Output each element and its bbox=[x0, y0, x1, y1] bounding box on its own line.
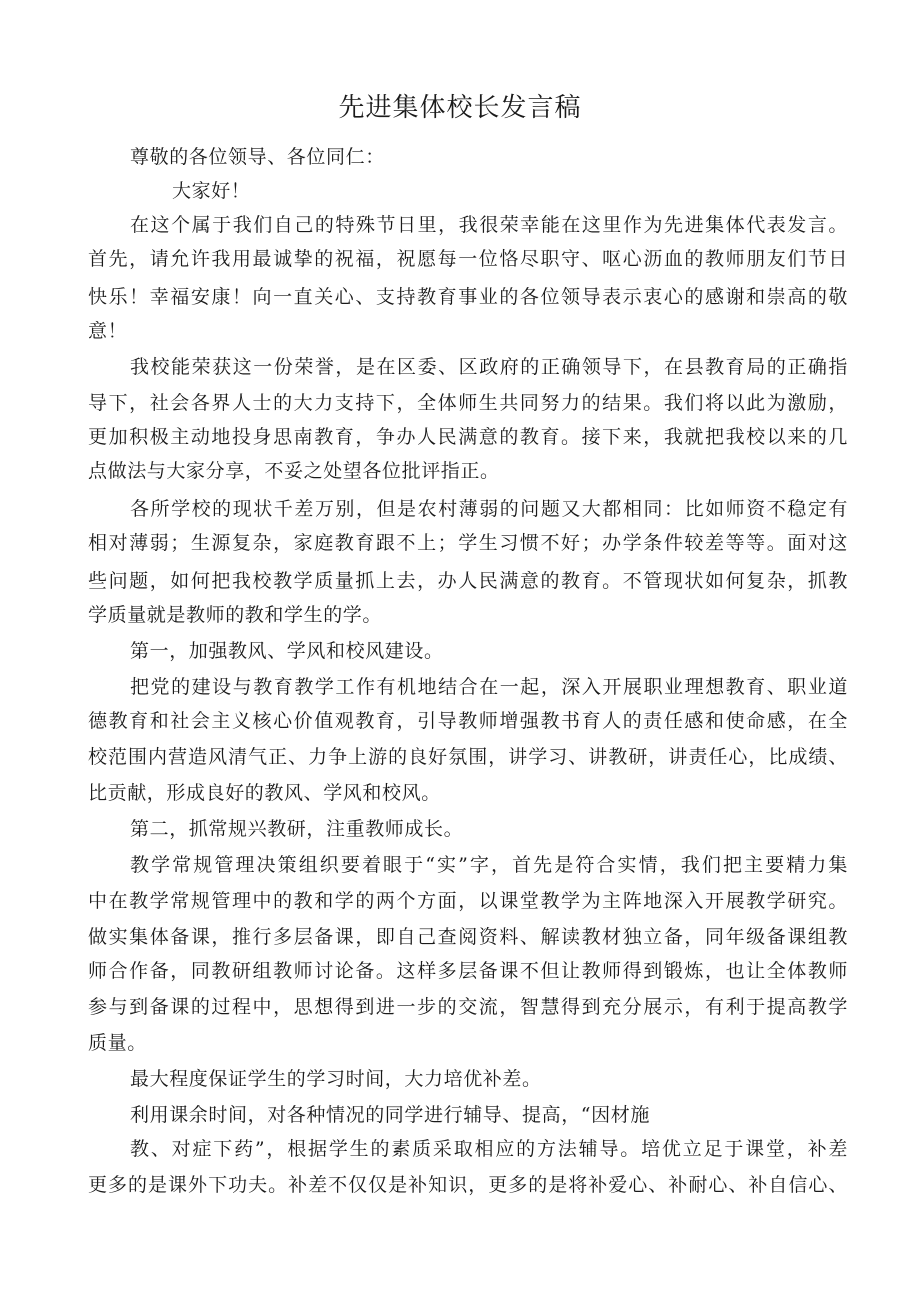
section-heading: 第二，抓常规兴教研，注重教师成长。 bbox=[130, 818, 464, 840]
paragraph-line: 首先，请允许我用最诚挚的祝福，祝愿每一位恪尽职守、呕心沥血的教师朋友们节日 bbox=[88, 248, 848, 270]
paragraph-line: 我校能荣获这一份荣誉，是在区委、区政府的正确领导下，在县教育局的正确指 bbox=[130, 356, 848, 378]
paragraph-line: 相对薄弱；生源复杂，家庭教育跟不上；学生习惯不好；办学条件较差等等。面对这 bbox=[88, 532, 848, 554]
paragraph-line: 校范围内营造风清气正、力争上游的良好氛围，讲学习、讲教研，讲责任心，比成绩、 bbox=[88, 746, 848, 768]
paragraph-line: 质量。 bbox=[88, 1032, 147, 1054]
paragraph-line: 些问题，如何把我校教学质量抓上去，办人民满意的教育。不管现状如何复杂，抓教 bbox=[88, 570, 848, 592]
paragraph-line: 比贡献，形成良好的教风、学风和校风。 bbox=[88, 782, 441, 804]
paragraph-line: 教学常规管理决策组织要着眼于“实”字，首先是符合实情，我们把主要精力集 bbox=[130, 854, 848, 876]
paragraph-line: 教、对症下药”，根据学生的素质采取相应的方法辅导。培优立足于课堂，补差 bbox=[130, 1138, 848, 1160]
paragraph-line: 点做法与大家分享，不妥之处望各位批评指正。 bbox=[88, 460, 500, 482]
paragraph-line: 德教育和社会主义核心价值观教育，引导教师增强教书育人的责任感和使命感，在全 bbox=[88, 710, 848, 732]
paragraph-line: 意！ bbox=[88, 320, 128, 342]
paragraph-line: 更加积极主动地投身思南教育，争办人民满意的教育。接下来，我就把我校以来的几 bbox=[88, 426, 848, 448]
paragraph-line: 学质量就是教师的教和学生的学。 bbox=[88, 604, 383, 626]
paragraph-line: 在这个属于我们自己的特殊节日里，我很荣幸能在这里作为先进集体代表发言。 bbox=[130, 214, 848, 236]
paragraph-line: 做实集体备课，推行多层备课，即自己查阅资料、解读教材独立备，同年级备课组教 bbox=[88, 926, 848, 948]
document-title: 先进集体校长发言稿 bbox=[338, 93, 582, 123]
paragraph-line: 最大程度保证学生的学习时间，大力培优补差。 bbox=[130, 1068, 542, 1090]
paragraph-line: 更多的是课外下功夫。补差不仅仅是补知识，更多的是将补爱心、补耐心、补自信心、 bbox=[88, 1174, 848, 1196]
paragraph-line: 把党的建设与教育教学工作有机地结合在一起，深入开展职业理想教育、职业道 bbox=[130, 676, 848, 698]
paragraph-line: 参与到备课的过程中，思想得到进一步的交流，智慧得到充分展示，有利于提高教学 bbox=[88, 996, 848, 1018]
paragraph-line: 快乐！幸福安康！向一直关心、支持教育事业的各位领导表示衷心的感谢和崇高的敬 bbox=[88, 286, 848, 308]
salutation-line: 尊敬的各位领导、各位同仁： bbox=[130, 146, 385, 168]
paragraph-line: 各所学校的现状千差万别，但是农村薄弱的问题又大都相同：比如师资不稳定有 bbox=[130, 498, 848, 520]
section-heading: 第一，加强教风、学风和校风建设。 bbox=[130, 640, 444, 662]
paragraph-line: 导下，社会各界人士的大力支持下，全体师生共同努力的结果。我们将以此为激励， bbox=[88, 392, 848, 414]
paragraph-line: 师合作备，同教研组教师讨论备。这样多层备课不但让教师得到锻炼，也让全体教师 bbox=[88, 960, 848, 982]
paragraph-line: 中在教学常规管理中的教和学的两个方面，以课堂教学为主阵地深入开展教学研究。 bbox=[88, 890, 848, 912]
greeting-line: 大家好！ bbox=[172, 180, 251, 202]
paragraph-line: 利用课余时间，对各种情况的同学进行辅导、提高，“因材施 bbox=[130, 1104, 650, 1126]
